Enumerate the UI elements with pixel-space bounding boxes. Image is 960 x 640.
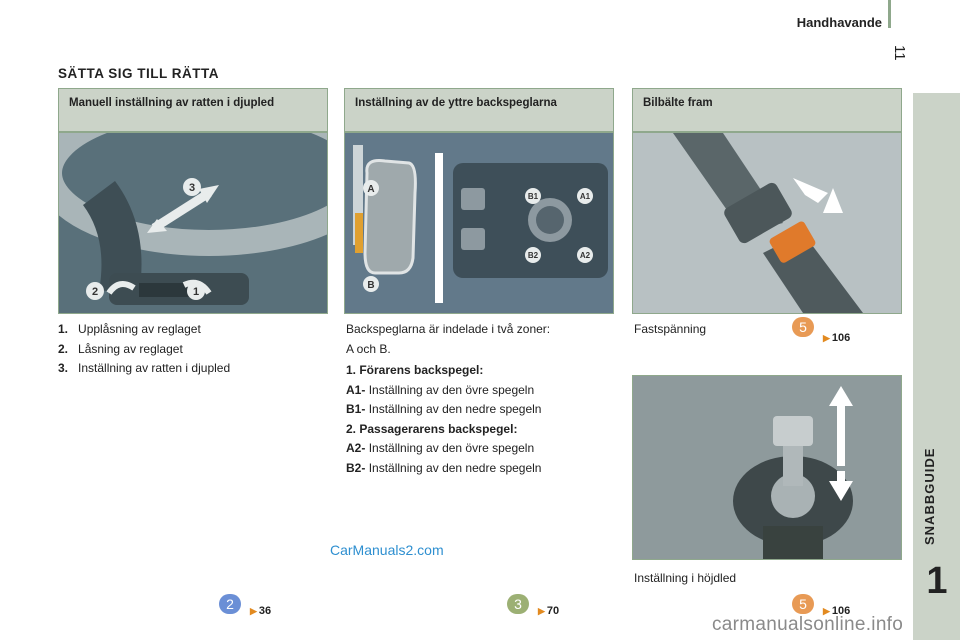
arrow-right-icon: ▶ <box>823 333 830 343</box>
callout-A2: A2 <box>579 251 591 260</box>
page-ref-link[interactable]: ▶ 106 <box>823 332 851 344</box>
list-item: 2. Låsning av reglaget <box>58 341 183 356</box>
seatbelt-buckle-icon <box>633 133 901 313</box>
list-item: A2- Inställning av den övre spegeln <box>346 441 535 455</box>
section-title: Handhavande <box>796 15 882 30</box>
page-ref-link[interactable]: ▶ 36 <box>250 605 272 617</box>
list-item: 1. Upplåsning av reglaget <box>58 322 201 336</box>
list-item: 3. Inställning av ratten i djupled <box>58 361 231 375</box>
sidebar-label: SNABBGUIDE <box>922 447 937 545</box>
page-ref-link[interactable]: ▶ 70 <box>538 605 560 617</box>
mirror-intro-line-2: A och B. <box>346 341 391 356</box>
callout-1: 1 <box>192 286 200 298</box>
ref-badge: 2 <box>219 594 241 614</box>
page-ref-link[interactable]: ▶ 106 <box>823 605 851 617</box>
list-item: A1- Inställning av den övre spegeln <box>346 382 535 397</box>
panel-mirrors <box>344 88 614 132</box>
ref-badge: 5 <box>792 594 814 614</box>
seatbelt-height-icon <box>633 376 901 559</box>
panel-steering-heading: Manuell inställning av ratten i djupled <box>69 97 275 109</box>
callout-2: 2 <box>91 286 99 298</box>
steering-wheel-icon <box>59 133 327 313</box>
header-divider <box>888 0 891 28</box>
callout-A1: A1 <box>579 192 591 201</box>
ref-badge: 5 <box>792 317 814 337</box>
panel-seatbelt-heading: Bilbälte fram <box>643 97 713 109</box>
steering-illustration <box>58 132 328 314</box>
sidebar-strip <box>913 93 960 640</box>
chapter-number: 1 <box>926 560 948 602</box>
watermark-footer: carmanualsonline.info <box>712 614 904 635</box>
callout-B2: B2 <box>527 251 539 260</box>
fasten-caption: Fastspänning <box>634 322 707 336</box>
mirror-text <box>346 320 616 478</box>
callout-A: A <box>367 184 375 195</box>
arrow-right-icon: ▶ <box>823 606 830 616</box>
list-item: B1- Inställning av den nedre spegeln <box>346 402 542 416</box>
seatbelt-height-illustration <box>632 375 902 560</box>
mirror-illustration <box>344 132 614 314</box>
page-number: 11 <box>891 45 908 61</box>
watermark-site: CarManuals2.com <box>330 542 444 558</box>
panel-mirrors-heading: Inställning av de yttre backspeglarna <box>355 97 557 109</box>
panel-steering <box>58 88 328 132</box>
steering-list <box>58 320 328 379</box>
page-title: SÄTTA SIG TILL RÄTTA <box>58 66 219 81</box>
arrow-right-icon: ▶ <box>250 606 257 616</box>
mirror-control-icon <box>345 133 613 313</box>
mirror-intro-line-1: Backspeglarna är indelade i två zoner: <box>346 322 551 336</box>
callout-3: 3 <box>188 182 196 194</box>
seatbelt-fasten-illustration <box>632 132 902 314</box>
height-caption: Inställning i höjdled <box>634 571 737 585</box>
ref-badge: 3 <box>507 594 529 614</box>
arrow-right-icon: ▶ <box>538 606 545 616</box>
callout-B1: B1 <box>527 192 539 201</box>
driver-heading: 1. Förarens backspegel: <box>346 363 484 377</box>
callout-B: B <box>367 280 375 291</box>
panel-seatbelt <box>632 88 902 132</box>
list-item: B2- Inställning av den nedre spegeln <box>346 460 542 475</box>
passenger-heading: 2. Passagerarens backspegel: <box>346 421 518 436</box>
